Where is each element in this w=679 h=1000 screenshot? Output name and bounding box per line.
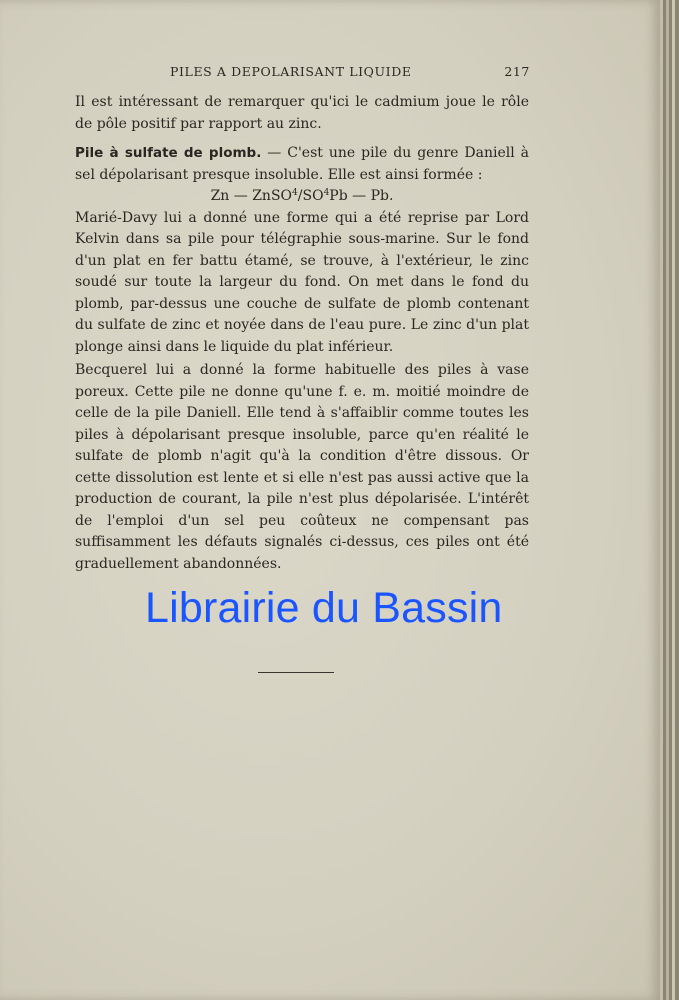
section-text: — C'est une pile du genre Daniell à sel dépolarisant presque insoluble. Elle est ainsi formée : [75,145,530,183]
paragraph: Marié-Davy lui a donné une forme qui a été reprise par Lord Kelvin dans sa pile pour télégraphie sous-marine. Sur le fond d'un plat en fer battu étamé, se trouve, à l'extérieur, le zinc soudé sur toute la largeur du fond. On met dans le fond du plomb, par-dessus une couche de sulfate de plomb contenant du sulfate de zinc et noyée dans de l'eau pure. Le zinc d'un plat plonge ainsi dans le liquide du plat inférieur. [75,209,529,355]
paragraph: Il est intéressant de remarquer qu'ici le cadmium joue le rôle de pôle positif par rapport au zinc. [75,94,529,132]
running-title: PILES A DEPOLARISANT LIQUIDE [170,64,412,79]
section-paragraph [75,143,529,186]
end-rule [258,672,334,673]
page-body [75,92,529,575]
page-edge [672,0,675,1000]
page-edge [666,0,669,1000]
page-number: 217 [504,64,530,79]
watermark: Librairie du Bassin [145,584,503,632]
section-heading: Pile à sulfate de plomb. [75,145,262,161]
paragraph: Becquerel lui a donné la forme habituelle des piles à vase poreux. Cette pile ne donne qu'une f. e. m. moitié moindre de celle de la pile Daniell. Elle tend à s'affaiblir comme toutes les piles à dépolarisant presque insoluble, parce qu'en réalité le sulfate de plomb n'agit qu'à la condition d'être dissous. Or cette dissolution est lente et si elle n'est pas aussi active que la production de courant, la pile n'est plus dépolarisée. L'intérêt de l'emploi d'un sel peu coûteux ne compensant pas suffisamment les défauts signalés ci-dessus, ces piles ont été graduellement abandonnées. [75,362,529,572]
chemical-formula: Zn — $ZnSO^4/SO^4Pb$ — Pb. [210,188,394,204]
page-edge [660,0,663,1000]
